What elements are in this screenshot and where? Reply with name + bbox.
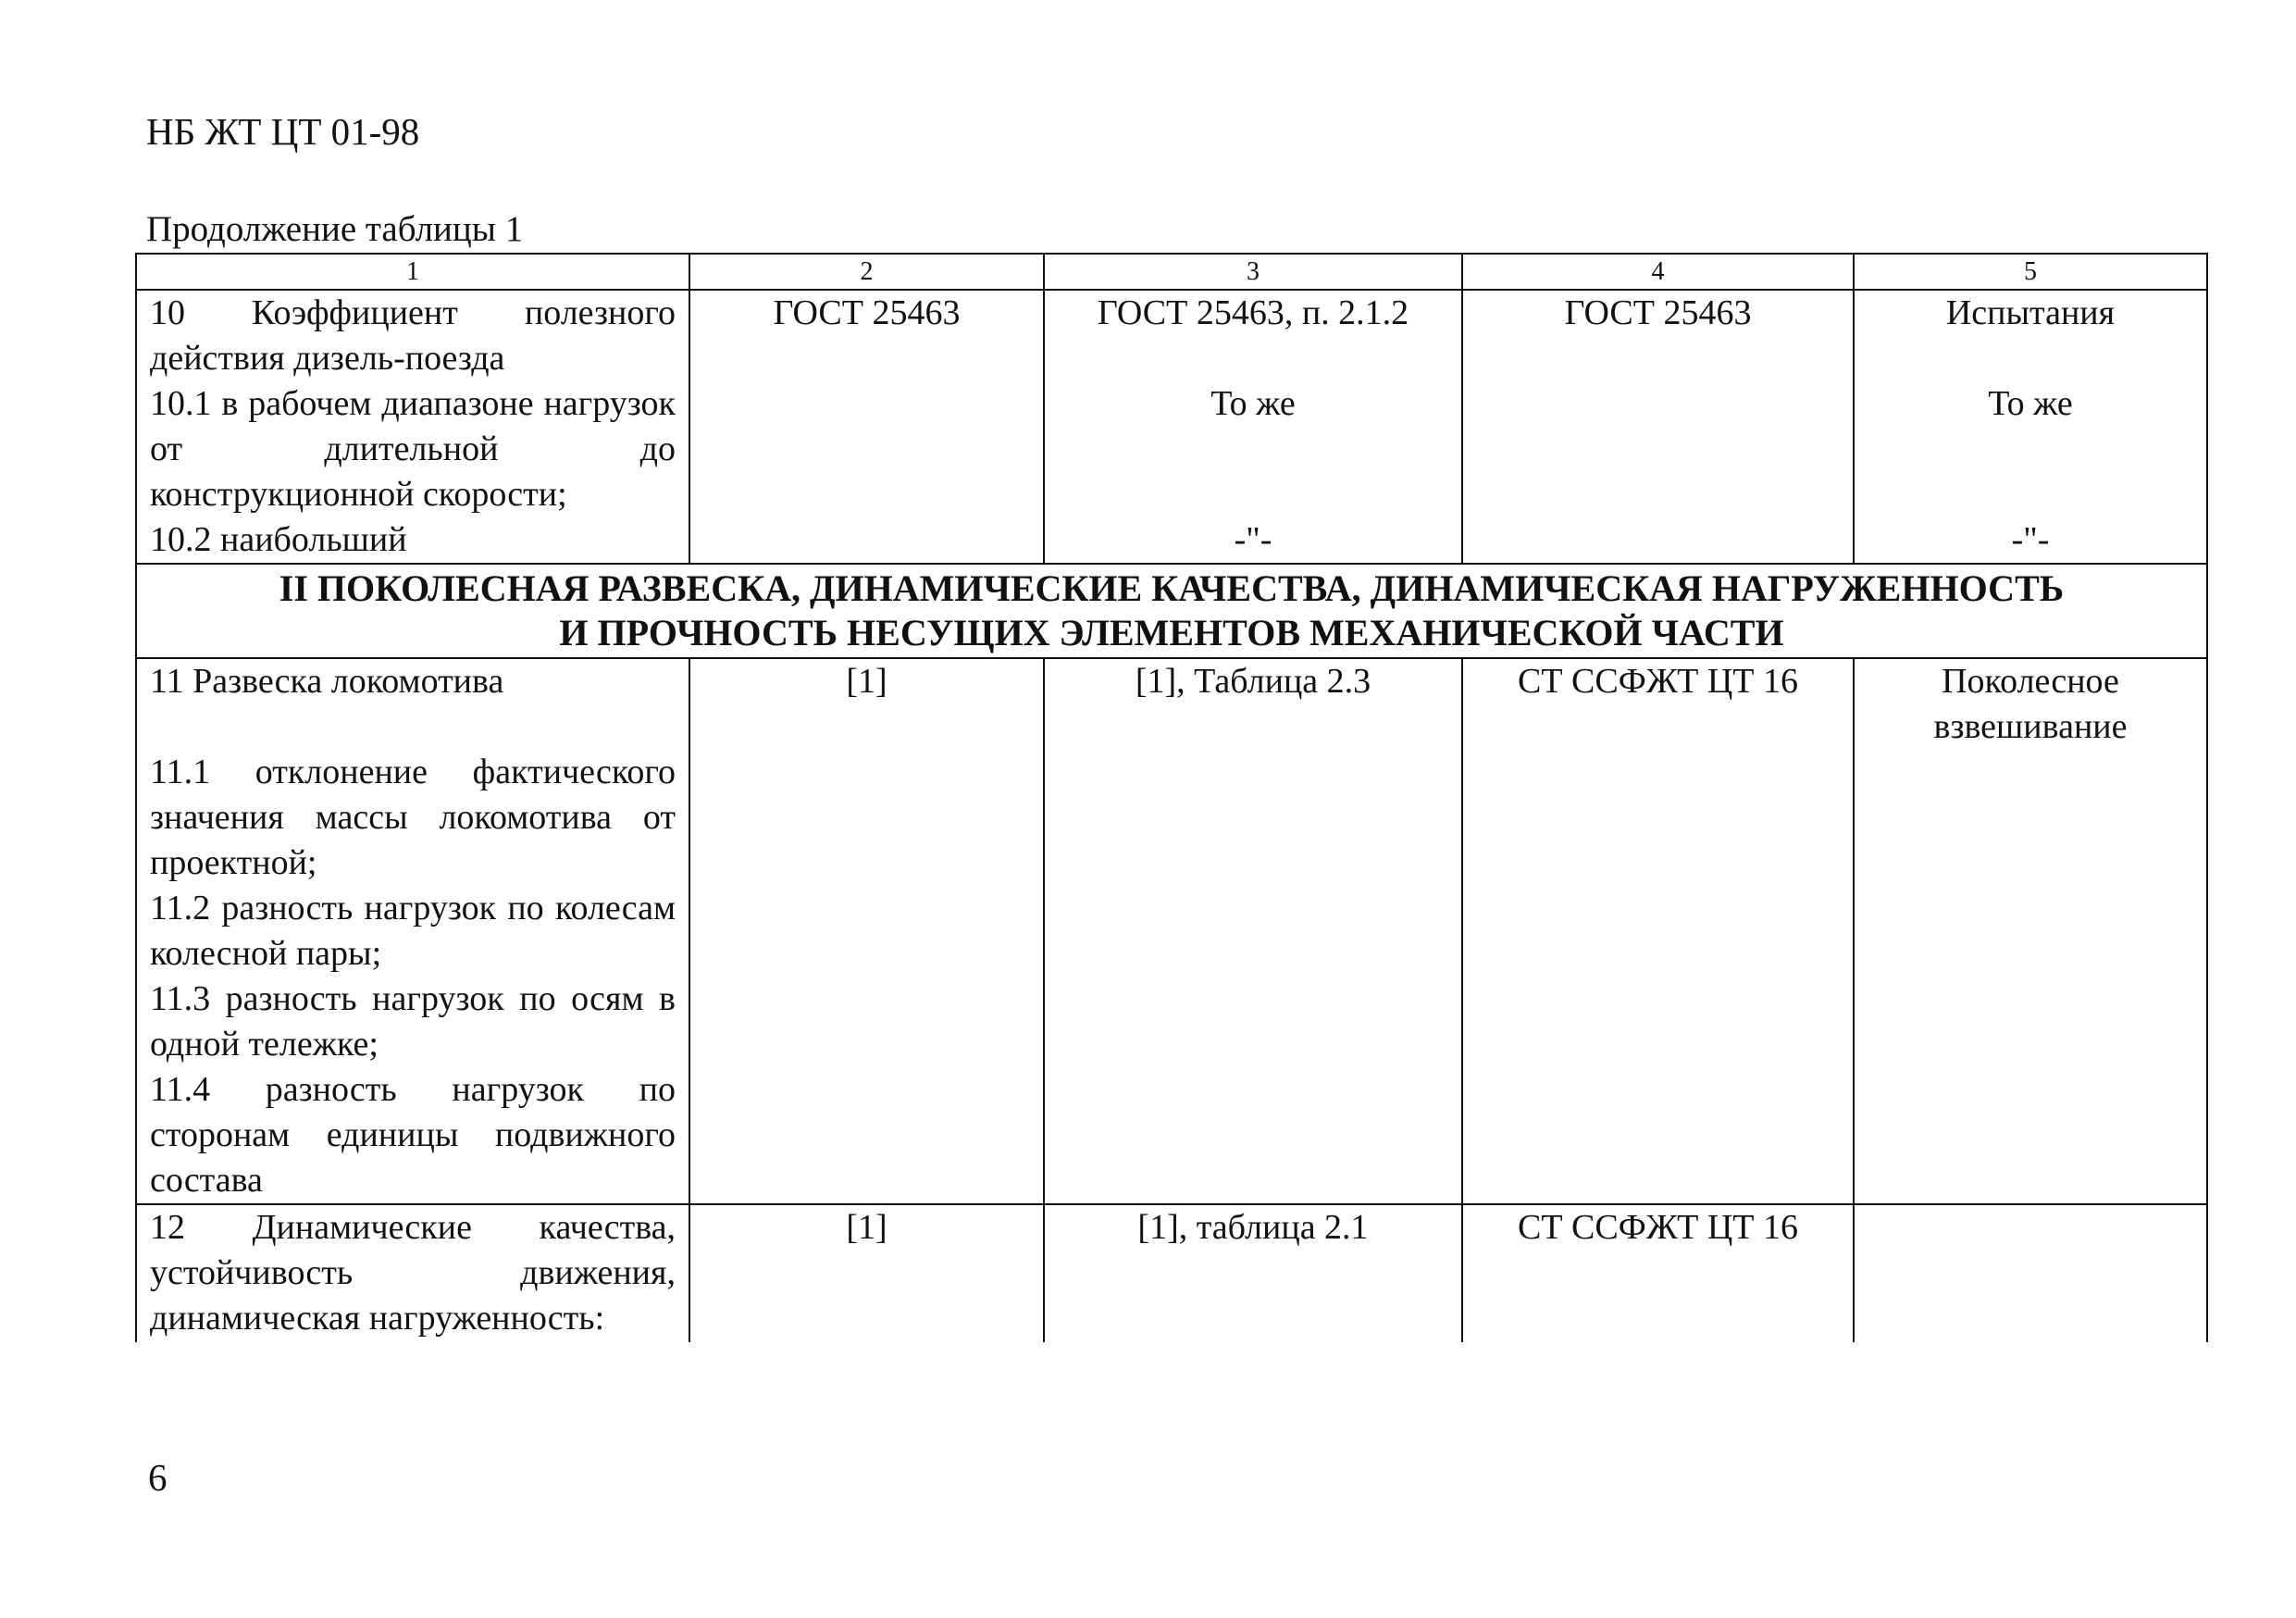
row10-control: Испытания: [1945, 293, 2116, 332]
row12-method: СТ ССФЖТ ЦТ 16: [1517, 1208, 1799, 1247]
row10-reference-ditto: -"-: [1234, 520, 1272, 559]
requirements-table: [135, 253, 2208, 1342]
row10-sub1: 10.1 в рабочем диапазоне нагрузок от длительной до конструкционной скорости;: [150, 384, 676, 514]
table-row: [136, 290, 2207, 564]
column-number: 3: [1044, 254, 1462, 290]
column-number: 2: [689, 254, 1044, 290]
row12-standard-cell: [689, 1204, 1044, 1342]
column-number: 1: [136, 254, 689, 290]
row12-title: 12 Динамические качества, устойчивость движения, динамическая нагруженность:: [150, 1208, 676, 1338]
row10-control-cell: [1854, 290, 2207, 564]
row10-reference-same: То же: [1210, 384, 1296, 423]
row10-reference: ГОСТ 25463, п. 2.1.2: [1097, 293, 1409, 332]
row11-standard-cell: [689, 658, 1044, 1204]
row11-indicator-cell: [136, 658, 689, 1204]
document-code: НБ ЖТ ЦТ 01-98: [146, 110, 420, 153]
row11-control: Поколесное взвешивание: [1933, 662, 2128, 746]
row12-control-cell: [1854, 1204, 2207, 1342]
row10-method-cell: [1462, 290, 1854, 564]
table-row: [136, 1204, 2207, 1342]
row11-reference-cell: [1044, 658, 1462, 1204]
section-heading-line2: И ПРОЧНОСТЬ НЕСУЩИХ ЭЛЕМЕНТОВ МЕХАНИЧЕСКОЙ ЧАСТИ: [559, 612, 1784, 653]
row11-method: СТ ССФЖТ ЦТ 16: [1517, 662, 1799, 701]
section-heading: [136, 564, 2207, 658]
page-number: 6: [148, 1456, 168, 1499]
row10-title: 10 Коэффициент полезного действия дизель-поезда: [150, 293, 676, 378]
row11-title: 11 Развеска локомотива: [150, 662, 504, 701]
section-heading-line1: II ПОКОЛЕСНАЯ РАЗВЕСКА, ДИНАМИЧЕСКИЕ КАЧЕСТВА, ДИНАМИЧЕСКАЯ НАГРУЖЕННОСТЬ: [279, 567, 2065, 609]
row10-indicator-cell: [136, 290, 689, 564]
section-header-row: [136, 564, 2207, 658]
row10-method: ГОСТ 25463: [1564, 293, 1752, 332]
row12-reference: [1], таблица 2.1: [1137, 1208, 1369, 1247]
row11-control-cell: [1854, 658, 2207, 1204]
row11-standard: [1]: [846, 662, 887, 701]
column-number: 5: [1854, 254, 2207, 290]
row12-indicator-cell: [136, 1204, 689, 1342]
column-number: 4: [1462, 254, 1854, 290]
row11-item-4: 11.4 разность нагрузок по сторонам единицы подвижного состава: [150, 1070, 676, 1200]
row10-standard: ГОСТ 25463: [773, 293, 961, 332]
row11-item-2: 11.2 разность нагрузок по колесам колесной пары;: [150, 889, 676, 973]
row11-reference: [1], Таблица 2.3: [1135, 662, 1371, 701]
row11-method-cell: [1462, 658, 1854, 1204]
row10-control-same: То же: [1988, 384, 2073, 423]
column-number-row: [136, 254, 2207, 290]
table-row: [136, 658, 2207, 1204]
row12-method-cell: [1462, 1204, 1854, 1342]
table-continuation-caption: Продолжение таблицы 1: [146, 209, 524, 249]
row10-standard-cell: [689, 290, 1044, 564]
row12-standard: [1]: [846, 1208, 887, 1247]
row10-sub2: 10.2 наибольший: [150, 520, 407, 559]
row12-reference-cell: [1044, 1204, 1462, 1342]
row11-item-1: 11.1 отклонение фактического значения массы локомотива от проектной;: [150, 753, 676, 882]
row10-reference-cell: [1044, 290, 1462, 564]
row10-control-ditto: -"-: [2011, 520, 2050, 559]
row11-item-3: 11.3 разность нагрузок по осям в одной тележке;: [150, 979, 676, 1064]
